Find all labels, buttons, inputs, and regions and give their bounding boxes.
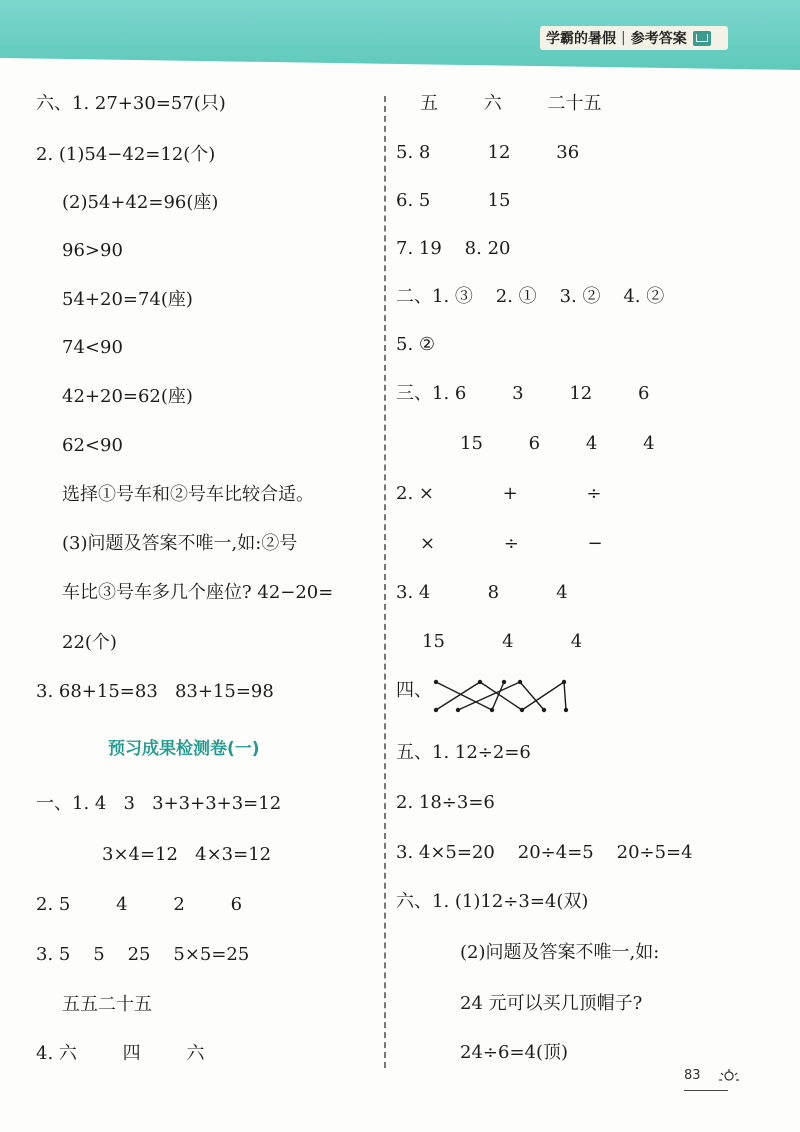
separator: | (621, 30, 626, 46)
answer-line: 3. 4×5=20 20÷4=5 20÷5=4 (396, 842, 693, 863)
answer-line: × ÷ − (420, 533, 603, 554)
answer-line: 54+20=74(座) (62, 289, 193, 310)
answer-line: (2)54+42=96(座) (62, 192, 219, 213)
answer-line: 三、1. 6 3 12 6 (396, 383, 650, 404)
answer-line: 7. 19 8. 20 (396, 238, 511, 259)
footer-underline (684, 1090, 728, 1091)
page-number: 83 (684, 1068, 701, 1083)
answer-line: 24÷6=4(顶) (460, 1042, 569, 1063)
answer-line: 车比③号车多几个座位? 42−20= (62, 582, 334, 603)
header-tag (540, 26, 728, 50)
sun-icon (716, 1066, 742, 1088)
answer-line: 24 元可以买几顶帽子? (460, 993, 643, 1014)
answer-line: 96>90 (62, 240, 123, 261)
answer-line: 15 4 4 (422, 631, 583, 652)
answer-line: 3. 68+15=83 83+15=98 (36, 681, 274, 702)
answer-line: 62<90 (62, 435, 123, 456)
column-divider (384, 96, 386, 1068)
answer-line: 2. × + ÷ (396, 483, 602, 504)
answer-line: (2)问题及答案不唯一,如: (460, 942, 660, 963)
answer-line: 3. 4 8 4 (396, 582, 568, 603)
answer-line: 3. 5 5 25 5×5=25 (36, 944, 250, 965)
answer-line: 二、1. ③ 2. ① 3. ② 4. ② (396, 286, 665, 307)
matching-diagram (432, 676, 572, 716)
answer-line: 2. 18÷3=6 (396, 792, 495, 813)
answer-line: 15 6 4 4 (460, 433, 655, 454)
answer-line: 42+20=62(座) (62, 386, 193, 407)
answer-line: (3)问题及答案不唯一,如:②号 (62, 533, 298, 554)
answer-line: 2. 5 4 2 6 (36, 894, 243, 915)
answer-line: 一、1. 4 3 3+3+3+3=12 (36, 793, 282, 814)
answer-line: 5. ② (396, 334, 436, 355)
answer-line: 4. 六 四 六 (36, 1043, 205, 1064)
answer-line: 3×4=12 4×3=12 (102, 844, 272, 865)
answer-line: 六、1. 27+30=57(只) (36, 93, 226, 114)
series-title: 学霸的暑假 (546, 31, 616, 47)
answer-line: 四、 (396, 680, 432, 701)
answer-line: 六、1. (1)12÷3=4(双) (396, 891, 589, 912)
answer-line: 五、1. 12÷2=6 (396, 742, 531, 763)
answer-line: 2. (1)54−42=12(个) (36, 144, 216, 165)
answer-line: 五五二十五 (62, 994, 152, 1015)
section-title: 参考答案 (630, 31, 687, 47)
answer-line: 选择①号车和②号车比较合适。 (62, 484, 314, 505)
answer-line: 五 六 二十五 (420, 93, 602, 114)
section-heading: 预习成果检测卷(一) (108, 739, 260, 759)
answer-line: 74<90 (62, 337, 123, 358)
answer-line: 5. 8 12 36 (396, 142, 580, 163)
book-icon (693, 31, 711, 46)
answer-line: 22(个) (62, 632, 117, 653)
answer-line: 6. 5 15 (396, 190, 511, 211)
